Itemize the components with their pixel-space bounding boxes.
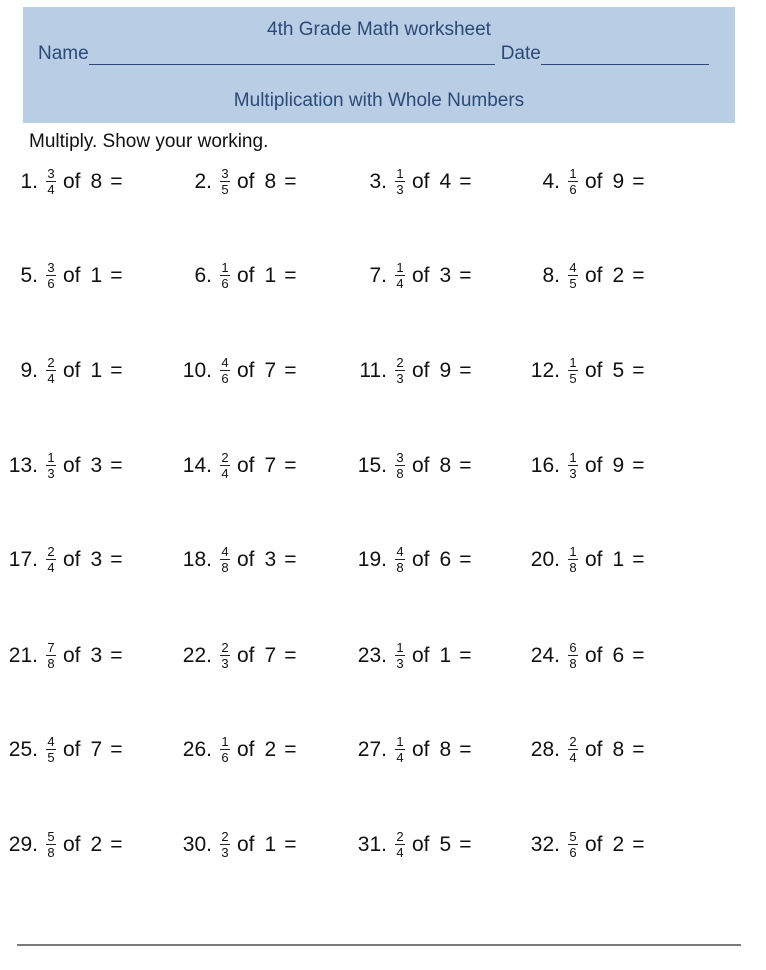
problem-item: [0, 545, 122, 574]
fraction: [395, 830, 405, 859]
fraction: [568, 451, 578, 480]
fraction-numerator: 5: [47, 829, 55, 844]
equals-sign: =: [284, 547, 297, 571]
equals-sign: =: [459, 453, 472, 477]
fraction: [220, 735, 230, 764]
of-word: of: [585, 547, 603, 571]
problem-item: [0, 735, 122, 764]
problem-item: [518, 830, 644, 859]
problem-item: [518, 641, 644, 670]
equals-sign: =: [284, 358, 297, 382]
fraction: [220, 261, 230, 290]
problem-item: [518, 451, 644, 480]
fraction-numerator: 1: [569, 450, 577, 465]
equals-sign: =: [632, 547, 645, 571]
problem-number: 18.: [182, 547, 212, 571]
fraction: [46, 356, 56, 385]
of-word: of: [412, 263, 430, 287]
of-word: of: [585, 169, 603, 193]
fraction-numerator: 1: [569, 166, 577, 181]
fraction-denominator: 4: [396, 276, 404, 291]
of-word: of: [412, 547, 430, 571]
equals-sign: =: [632, 832, 645, 856]
equals-sign: =: [110, 169, 123, 193]
whole-number: 8: [90, 169, 103, 193]
of-word: of: [237, 263, 255, 287]
problem-item: [345, 356, 471, 385]
equals-sign: =: [459, 263, 472, 287]
fraction-numerator: 2: [221, 829, 229, 844]
whole-number: 1: [612, 547, 625, 571]
fraction: [46, 641, 56, 670]
of-word: of: [237, 737, 255, 761]
of-word: of: [63, 643, 81, 667]
of-word: of: [585, 832, 603, 856]
problem-item: [345, 261, 471, 290]
fraction-denominator: 3: [396, 371, 404, 386]
problem-item: [345, 545, 471, 574]
fraction-numerator: 4: [221, 355, 229, 370]
fraction-numerator: 1: [221, 260, 229, 275]
fraction-numerator: 2: [221, 450, 229, 465]
whole-number: 8: [264, 169, 277, 193]
problem-item: [0, 356, 122, 385]
problem-number: 15.: [357, 453, 387, 477]
fraction-numerator: 3: [396, 450, 404, 465]
problem-item: [0, 830, 122, 859]
equals-sign: =: [632, 643, 645, 667]
fraction-numerator: 3: [221, 166, 229, 181]
fraction-numerator: 2: [47, 355, 55, 370]
name-label: Name: [38, 43, 89, 64]
fraction-numerator: 1: [569, 544, 577, 559]
fraction-denominator: 5: [47, 750, 55, 765]
whole-number: 6: [439, 547, 452, 571]
fraction-denominator: 4: [569, 750, 577, 765]
fraction: [395, 545, 405, 574]
whole-number: 5: [612, 358, 625, 382]
fraction-denominator: 6: [569, 182, 577, 197]
fraction-numerator: 2: [47, 544, 55, 559]
equals-sign: =: [110, 358, 123, 382]
of-word: of: [412, 453, 430, 477]
equals-sign: =: [632, 453, 645, 477]
fraction: [46, 545, 56, 574]
fraction: [395, 261, 405, 290]
fraction-numerator: 2: [221, 640, 229, 655]
of-word: of: [585, 358, 603, 382]
of-word: of: [237, 643, 255, 667]
fraction-denominator: 8: [396, 560, 404, 575]
problem-number: 29.: [8, 832, 38, 856]
fraction-denominator: 5: [569, 371, 577, 386]
instructions: Multiply. Show your working.: [29, 131, 269, 152]
fraction-numerator: 1: [396, 640, 404, 655]
problem-number: 25.: [8, 737, 38, 761]
whole-number: 3: [90, 453, 103, 477]
fraction-denominator: 6: [221, 276, 229, 291]
problem-number: 31.: [357, 832, 387, 856]
fraction-numerator: 1: [47, 450, 55, 465]
fraction-denominator: 4: [221, 466, 229, 481]
fraction: [568, 545, 578, 574]
fraction: [46, 451, 56, 480]
equals-sign: =: [110, 643, 123, 667]
fraction-denominator: 3: [47, 466, 55, 481]
fraction: [568, 167, 578, 196]
fraction-denominator: 4: [47, 371, 55, 386]
problem-number: 9.: [20, 358, 38, 382]
of-word: of: [585, 453, 603, 477]
problem-item: [345, 451, 471, 480]
problem-number: 17.: [8, 547, 38, 571]
worksheet-subtitle: Multiplication with Whole Numbers: [233, 90, 525, 111]
fraction: [220, 451, 230, 480]
of-word: of: [63, 263, 81, 287]
fraction-numerator: 2: [396, 355, 404, 370]
of-word: of: [237, 453, 255, 477]
of-word: of: [585, 643, 603, 667]
fraction-denominator: 3: [221, 845, 229, 860]
problem-number: 24.: [530, 643, 560, 667]
fraction-denominator: 6: [47, 276, 55, 291]
problem-number: 5.: [20, 263, 38, 287]
date-label: Date: [500, 43, 541, 64]
whole-number: 2: [612, 263, 625, 287]
equals-sign: =: [110, 547, 123, 571]
fraction-denominator: 3: [396, 182, 404, 197]
problem-item: [518, 356, 644, 385]
problem-number: 23.: [357, 643, 387, 667]
problem-item: [518, 167, 644, 196]
problem-number: 32.: [530, 832, 560, 856]
problem-number: 13.: [8, 453, 38, 477]
problem-item: [518, 261, 644, 290]
equals-sign: =: [110, 263, 123, 287]
of-word: of: [412, 643, 430, 667]
fraction: [568, 830, 578, 859]
whole-number: 4: [439, 169, 452, 193]
fraction-numerator: 1: [221, 734, 229, 749]
whole-number: 7: [264, 643, 277, 667]
problem-number: 11.: [359, 358, 387, 382]
problem-item: [345, 641, 471, 670]
problem-number: 20.: [530, 547, 560, 571]
of-word: of: [63, 169, 81, 193]
fraction-numerator: 6: [569, 640, 577, 655]
fraction-denominator: 5: [221, 182, 229, 197]
problem-number: 19.: [357, 547, 387, 571]
fraction: [568, 735, 578, 764]
problem-number: 22.: [182, 643, 212, 667]
fraction-numerator: 4: [396, 544, 404, 559]
fraction-denominator: 4: [396, 845, 404, 860]
fraction-denominator: 6: [569, 845, 577, 860]
fraction-denominator: 8: [569, 656, 577, 671]
problem-number: 30.: [182, 832, 212, 856]
of-word: of: [412, 737, 430, 761]
fraction-numerator: 3: [47, 260, 55, 275]
fraction-denominator: 3: [221, 656, 229, 671]
equals-sign: =: [284, 832, 297, 856]
equals-sign: =: [632, 737, 645, 761]
fraction: [220, 641, 230, 670]
fraction: [568, 356, 578, 385]
fraction-numerator: 1: [396, 166, 404, 181]
fraction: [395, 451, 405, 480]
whole-number: 7: [264, 358, 277, 382]
whole-number: 8: [439, 737, 452, 761]
fraction: [395, 167, 405, 196]
problem-item: [170, 545, 296, 574]
of-word: of: [585, 263, 603, 287]
fraction-denominator: 6: [221, 750, 229, 765]
fraction-numerator: 4: [221, 544, 229, 559]
fraction-denominator: 8: [47, 656, 55, 671]
problem-item: [0, 451, 122, 480]
of-word: of: [237, 169, 255, 193]
fraction-numerator: 4: [47, 734, 55, 749]
whole-number: 9: [612, 453, 625, 477]
fraction-denominator: 6: [221, 371, 229, 386]
of-word: of: [237, 547, 255, 571]
fraction-numerator: 1: [396, 260, 404, 275]
problem-item: [0, 261, 122, 290]
of-word: of: [237, 832, 255, 856]
fraction-denominator: 8: [396, 466, 404, 481]
fraction: [220, 830, 230, 859]
fraction-denominator: 3: [569, 466, 577, 481]
problem-number: 21.: [8, 643, 38, 667]
of-word: of: [237, 358, 255, 382]
equals-sign: =: [632, 358, 645, 382]
whole-number: 9: [612, 169, 625, 193]
fraction: [46, 167, 56, 196]
problem-item: [170, 451, 296, 480]
equals-sign: =: [284, 169, 297, 193]
problem-number: 3.: [369, 169, 387, 193]
equals-sign: =: [110, 737, 123, 761]
fraction: [46, 261, 56, 290]
whole-number: 7: [90, 737, 103, 761]
of-word: of: [412, 169, 430, 193]
of-word: of: [412, 358, 430, 382]
problem-number: 4.: [542, 169, 560, 193]
fraction: [568, 261, 578, 290]
worksheet-title: 4th Grade Math worksheet: [267, 19, 491, 40]
problem-item: [170, 167, 296, 196]
whole-number: 3: [90, 643, 103, 667]
whole-number: 1: [90, 263, 103, 287]
fraction-numerator: 7: [47, 640, 55, 655]
whole-number: 1: [264, 832, 277, 856]
equals-sign: =: [632, 169, 645, 193]
equals-sign: =: [632, 263, 645, 287]
fraction-denominator: 5: [569, 276, 577, 291]
equals-sign: =: [459, 737, 472, 761]
fraction: [46, 830, 56, 859]
problem-number: 28.: [530, 737, 560, 761]
fraction: [395, 356, 405, 385]
equals-sign: =: [459, 832, 472, 856]
fraction: [220, 545, 230, 574]
equals-sign: =: [459, 358, 472, 382]
fraction-numerator: 1: [569, 355, 577, 370]
equals-sign: =: [284, 737, 297, 761]
problem-number: 16.: [530, 453, 560, 477]
equals-sign: =: [110, 832, 123, 856]
whole-number: 1: [439, 643, 452, 667]
problem-number: 10.: [182, 358, 212, 382]
whole-number: 3: [90, 547, 103, 571]
problem-item: [345, 830, 471, 859]
fraction-numerator: 1: [396, 734, 404, 749]
of-word: of: [585, 737, 603, 761]
whole-number: 2: [264, 737, 277, 761]
fraction-numerator: 4: [569, 260, 577, 275]
problem-number: 2.: [194, 169, 212, 193]
fraction-denominator: 3: [396, 656, 404, 671]
fraction: [220, 356, 230, 385]
of-word: of: [63, 547, 81, 571]
whole-number: 1: [264, 263, 277, 287]
equals-sign: =: [459, 643, 472, 667]
whole-number: 8: [612, 737, 625, 761]
fraction: [395, 641, 405, 670]
problem-item: [345, 735, 471, 764]
fraction: [568, 641, 578, 670]
problem-number: 26.: [182, 737, 212, 761]
fraction: [220, 167, 230, 196]
fraction-numerator: 5: [569, 829, 577, 844]
whole-number: 3: [264, 547, 277, 571]
of-word: of: [63, 737, 81, 761]
of-word: of: [63, 832, 81, 856]
problem-number: 27.: [357, 737, 387, 761]
fraction-numerator: 2: [396, 829, 404, 844]
whole-number: 9: [439, 358, 452, 382]
fraction-denominator: 8: [221, 560, 229, 575]
problem-number: 7.: [369, 263, 387, 287]
of-word: of: [63, 358, 81, 382]
problem-item: [518, 735, 644, 764]
problem-item: [170, 261, 296, 290]
fraction-denominator: 4: [47, 560, 55, 575]
of-word: of: [412, 832, 430, 856]
of-word: of: [63, 453, 81, 477]
whole-number: 2: [612, 832, 625, 856]
fraction-denominator: 8: [47, 845, 55, 860]
problem-item: [345, 167, 471, 196]
problem-number: 14.: [182, 453, 212, 477]
problem-number: 8.: [542, 263, 560, 287]
fraction-denominator: 8: [569, 560, 577, 575]
fraction: [46, 735, 56, 764]
fraction-numerator: 2: [569, 734, 577, 749]
fraction-denominator: 4: [396, 750, 404, 765]
whole-number: 8: [439, 453, 452, 477]
problem-item: [170, 830, 296, 859]
problem-item: [170, 356, 296, 385]
fraction: [395, 735, 405, 764]
problem-item: [0, 167, 122, 196]
whole-number: 6: [612, 643, 625, 667]
fraction-numerator: 3: [47, 166, 55, 181]
problem-item: [170, 735, 296, 764]
fraction-denominator: 4: [47, 182, 55, 197]
equals-sign: =: [110, 453, 123, 477]
footer-divider: [17, 944, 741, 946]
equals-sign: =: [284, 263, 297, 287]
equals-sign: =: [459, 169, 472, 193]
whole-number: 3: [439, 263, 452, 287]
problem-item: [170, 641, 296, 670]
whole-number: 5: [439, 832, 452, 856]
problem-number: 12.: [530, 358, 560, 382]
problem-number: 1.: [20, 169, 38, 193]
problem-number: 6.: [194, 263, 212, 287]
whole-number: 7: [264, 453, 277, 477]
equals-sign: =: [284, 453, 297, 477]
whole-number: 2: [90, 832, 103, 856]
problem-item: [0, 641, 122, 670]
whole-number: 1: [90, 358, 103, 382]
equals-sign: =: [284, 643, 297, 667]
problem-item: [518, 545, 644, 574]
equals-sign: =: [459, 547, 472, 571]
